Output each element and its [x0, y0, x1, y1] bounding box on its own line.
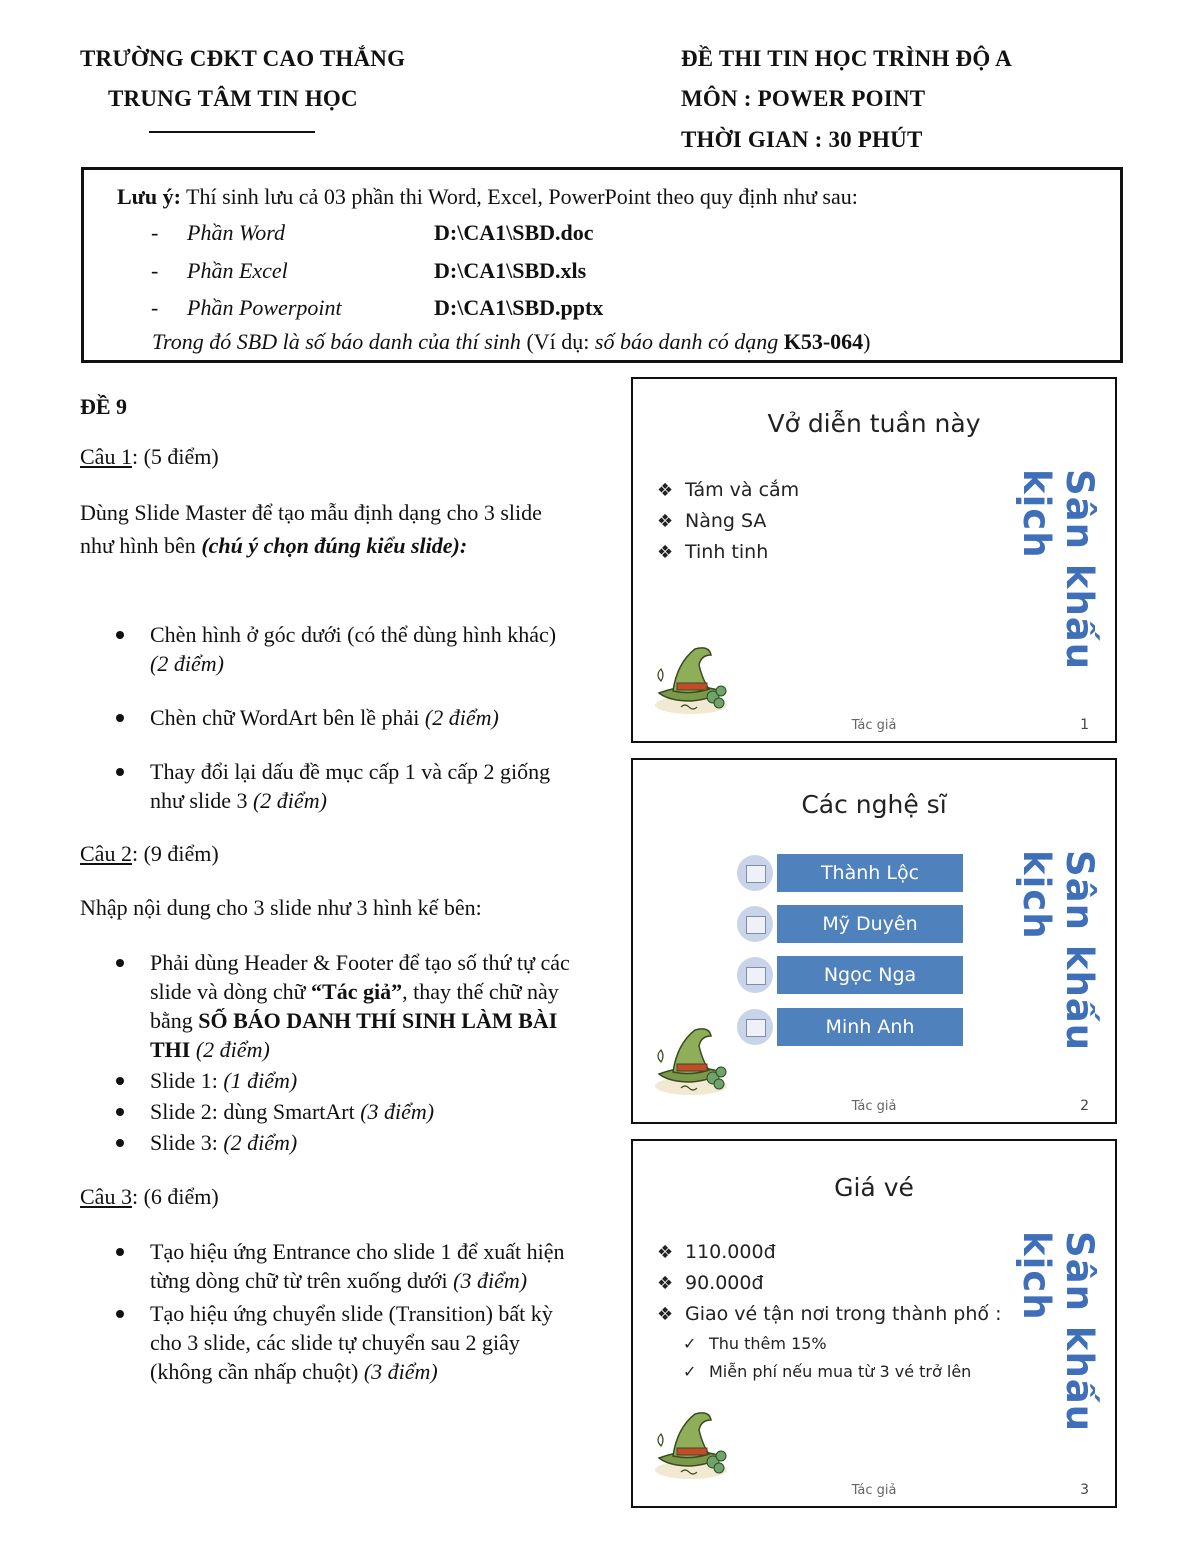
wordart-vertical: Sân khấu kịch	[1015, 1231, 1101, 1433]
picture-placeholder-icon	[737, 906, 773, 942]
exam-subject: MÔN : POWER POINT	[681, 86, 926, 111]
slide-1-thumbnail	[631, 377, 1117, 743]
exam-duration: THỜI GIAN : 30 PHÚT	[681, 127, 923, 152]
header-divider	[149, 131, 315, 133]
list-item: Slide 3: (2 điểm)	[110, 1128, 580, 1157]
note-row-dash: -	[151, 258, 159, 283]
center-name: TRUNG TÂM TIN HỌC	[108, 86, 358, 111]
slide-number: 2	[1080, 1098, 1089, 1114]
slide-3-thumbnail	[631, 1139, 1117, 1508]
list-item: ❖ 110.000đ	[657, 1241, 776, 1263]
list-item: Chèn chữ WordArt bên lề phải (2 điểm)	[110, 703, 570, 732]
list-item: Slide 2: dùng SmartArt (3 điểm)	[110, 1097, 580, 1126]
wordart-vertical: Sân khấu kịch	[1015, 469, 1101, 671]
q1-heading: Câu 1: (5 điểm)	[80, 444, 219, 469]
picture-placeholder-icon	[737, 855, 773, 891]
list-item: ❖ Tinh tinh	[657, 541, 769, 563]
slide-bullets	[657, 1237, 1001, 1386]
exam-title: ĐỀ THI TIN HỌC TRÌNH ĐỘ A	[681, 46, 1012, 71]
list-item: ❖ 90.000đ	[657, 1272, 764, 1294]
note-row-word-label: Phần Word	[187, 220, 285, 245]
note-row-dash: -	[151, 295, 159, 320]
picture-placeholder-icon	[737, 957, 773, 993]
exam-number: ĐỀ 9	[80, 394, 128, 419]
slide-2-thumbnail: Các nghệ sĩ Thành Lộc Mỹ Duyên Ngọc Nga Minh Anh Sân khấu kịch Tác giả 2	[631, 758, 1117, 1124]
list-item: ❖ Tám và cắm	[657, 479, 800, 501]
note-box	[81, 167, 1123, 363]
list-item: ✓ Thu thêm 15%	[683, 1334, 827, 1353]
note-intro	[117, 182, 858, 212]
witch-hat-clipart-icon	[651, 1406, 731, 1482]
list-item: Slide 1: (1 điểm)	[110, 1066, 580, 1095]
slide-number: 3	[1080, 1482, 1089, 1498]
note-row-word-path: D:\CA1\SBD.doc	[434, 220, 594, 245]
note-row-excel-path: D:\CA1\SBD.xls	[434, 258, 587, 283]
witch-hat-clipart-icon	[651, 1022, 731, 1098]
footer-author: Tác giả	[851, 718, 897, 733]
school-name: TRƯỜNG CĐKT CAO THẮNG	[80, 46, 406, 71]
q1-intro: Dùng Slide Master để tạo mẫu định dạng cho 3 slide như hình bên (chú ý chọn đúng kiểu slide):	[80, 500, 542, 558]
note-row-excel-label: Phần Excel	[187, 258, 288, 283]
slide-title: Giá vé	[834, 1173, 914, 1202]
q2-intro: Nhập nội dung cho 3 slide như 3 hình kế bên:	[80, 895, 482, 920]
note-row-ppt-path: D:\CA1\SBD.pptx	[434, 295, 604, 320]
slide-title: Các nghệ sĩ	[801, 790, 947, 819]
q3-heading: Câu 3: (6 điểm)	[80, 1184, 219, 1209]
q2-heading: Câu 2: (9 điểm)	[80, 841, 219, 866]
footer-author: Tác giả	[851, 1099, 897, 1114]
note-label: Lưu ý:	[117, 184, 181, 209]
note-row-ppt-label: Phần Powerpoint	[187, 295, 342, 320]
q2-list	[110, 948, 580, 1157]
witch-hat-clipart-icon	[651, 641, 731, 717]
footer-author: Tác giả	[851, 1483, 897, 1498]
list-item: Tạo hiệu ứng Entrance cho slide 1 để xuất hiện từng dòng chữ từ trên xuống dưới (3 điểm)	[110, 1237, 570, 1295]
picture-placeholder-icon	[737, 1009, 773, 1045]
wordart-vertical: Sân khấu kịch	[1015, 850, 1101, 1052]
list-item: ❖ Nàng SA	[657, 510, 767, 532]
list-item: Chèn hình ở góc dưới (có thể dùng hình khác) (2 điểm)	[110, 620, 570, 678]
list-item: Thay đổi lại dấu đề mục cấp 1 và cấp 2 giống như slide 3 (2 điểm)	[110, 757, 570, 815]
slide-bullets	[657, 475, 799, 568]
list-item: Phải dùng Header & Footer để tạo số thứ tự các slide và dòng chữ “Tác giả”, thay thế chữ này bằng SỐ BÁO DANH THÍ SINH LÀM BÀI THI (2 điểm)	[110, 948, 580, 1064]
slide-title: Vở diễn tuần này	[767, 409, 981, 438]
list-item: Tạo hiệu ứng chuyển slide (Transition) bất kỳ cho 3 slide, các slide tự chuyển sau 2 giây (không cần nhấp chuột) (3 điểm)	[110, 1299, 570, 1386]
list-item: ✓ Miễn phí nếu mua từ 3 vé trở lên	[683, 1362, 972, 1381]
q3-list	[110, 1237, 570, 1386]
note-footer: Trong đó SBD là số báo danh của thí sinh (Ví dụ: số báo danh có dạng K53-064)	[152, 329, 871, 354]
note-row-dash: -	[151, 220, 159, 245]
q1-list	[110, 620, 570, 815]
note-text: Thí sinh lưu cả 03 phần thi Word, Excel, PowerPoint theo quy định như sau:	[180, 184, 858, 209]
slide-number: 1	[1080, 717, 1089, 733]
list-item: ❖ Giao vé tận nơi trong thành phố :	[657, 1303, 1002, 1325]
